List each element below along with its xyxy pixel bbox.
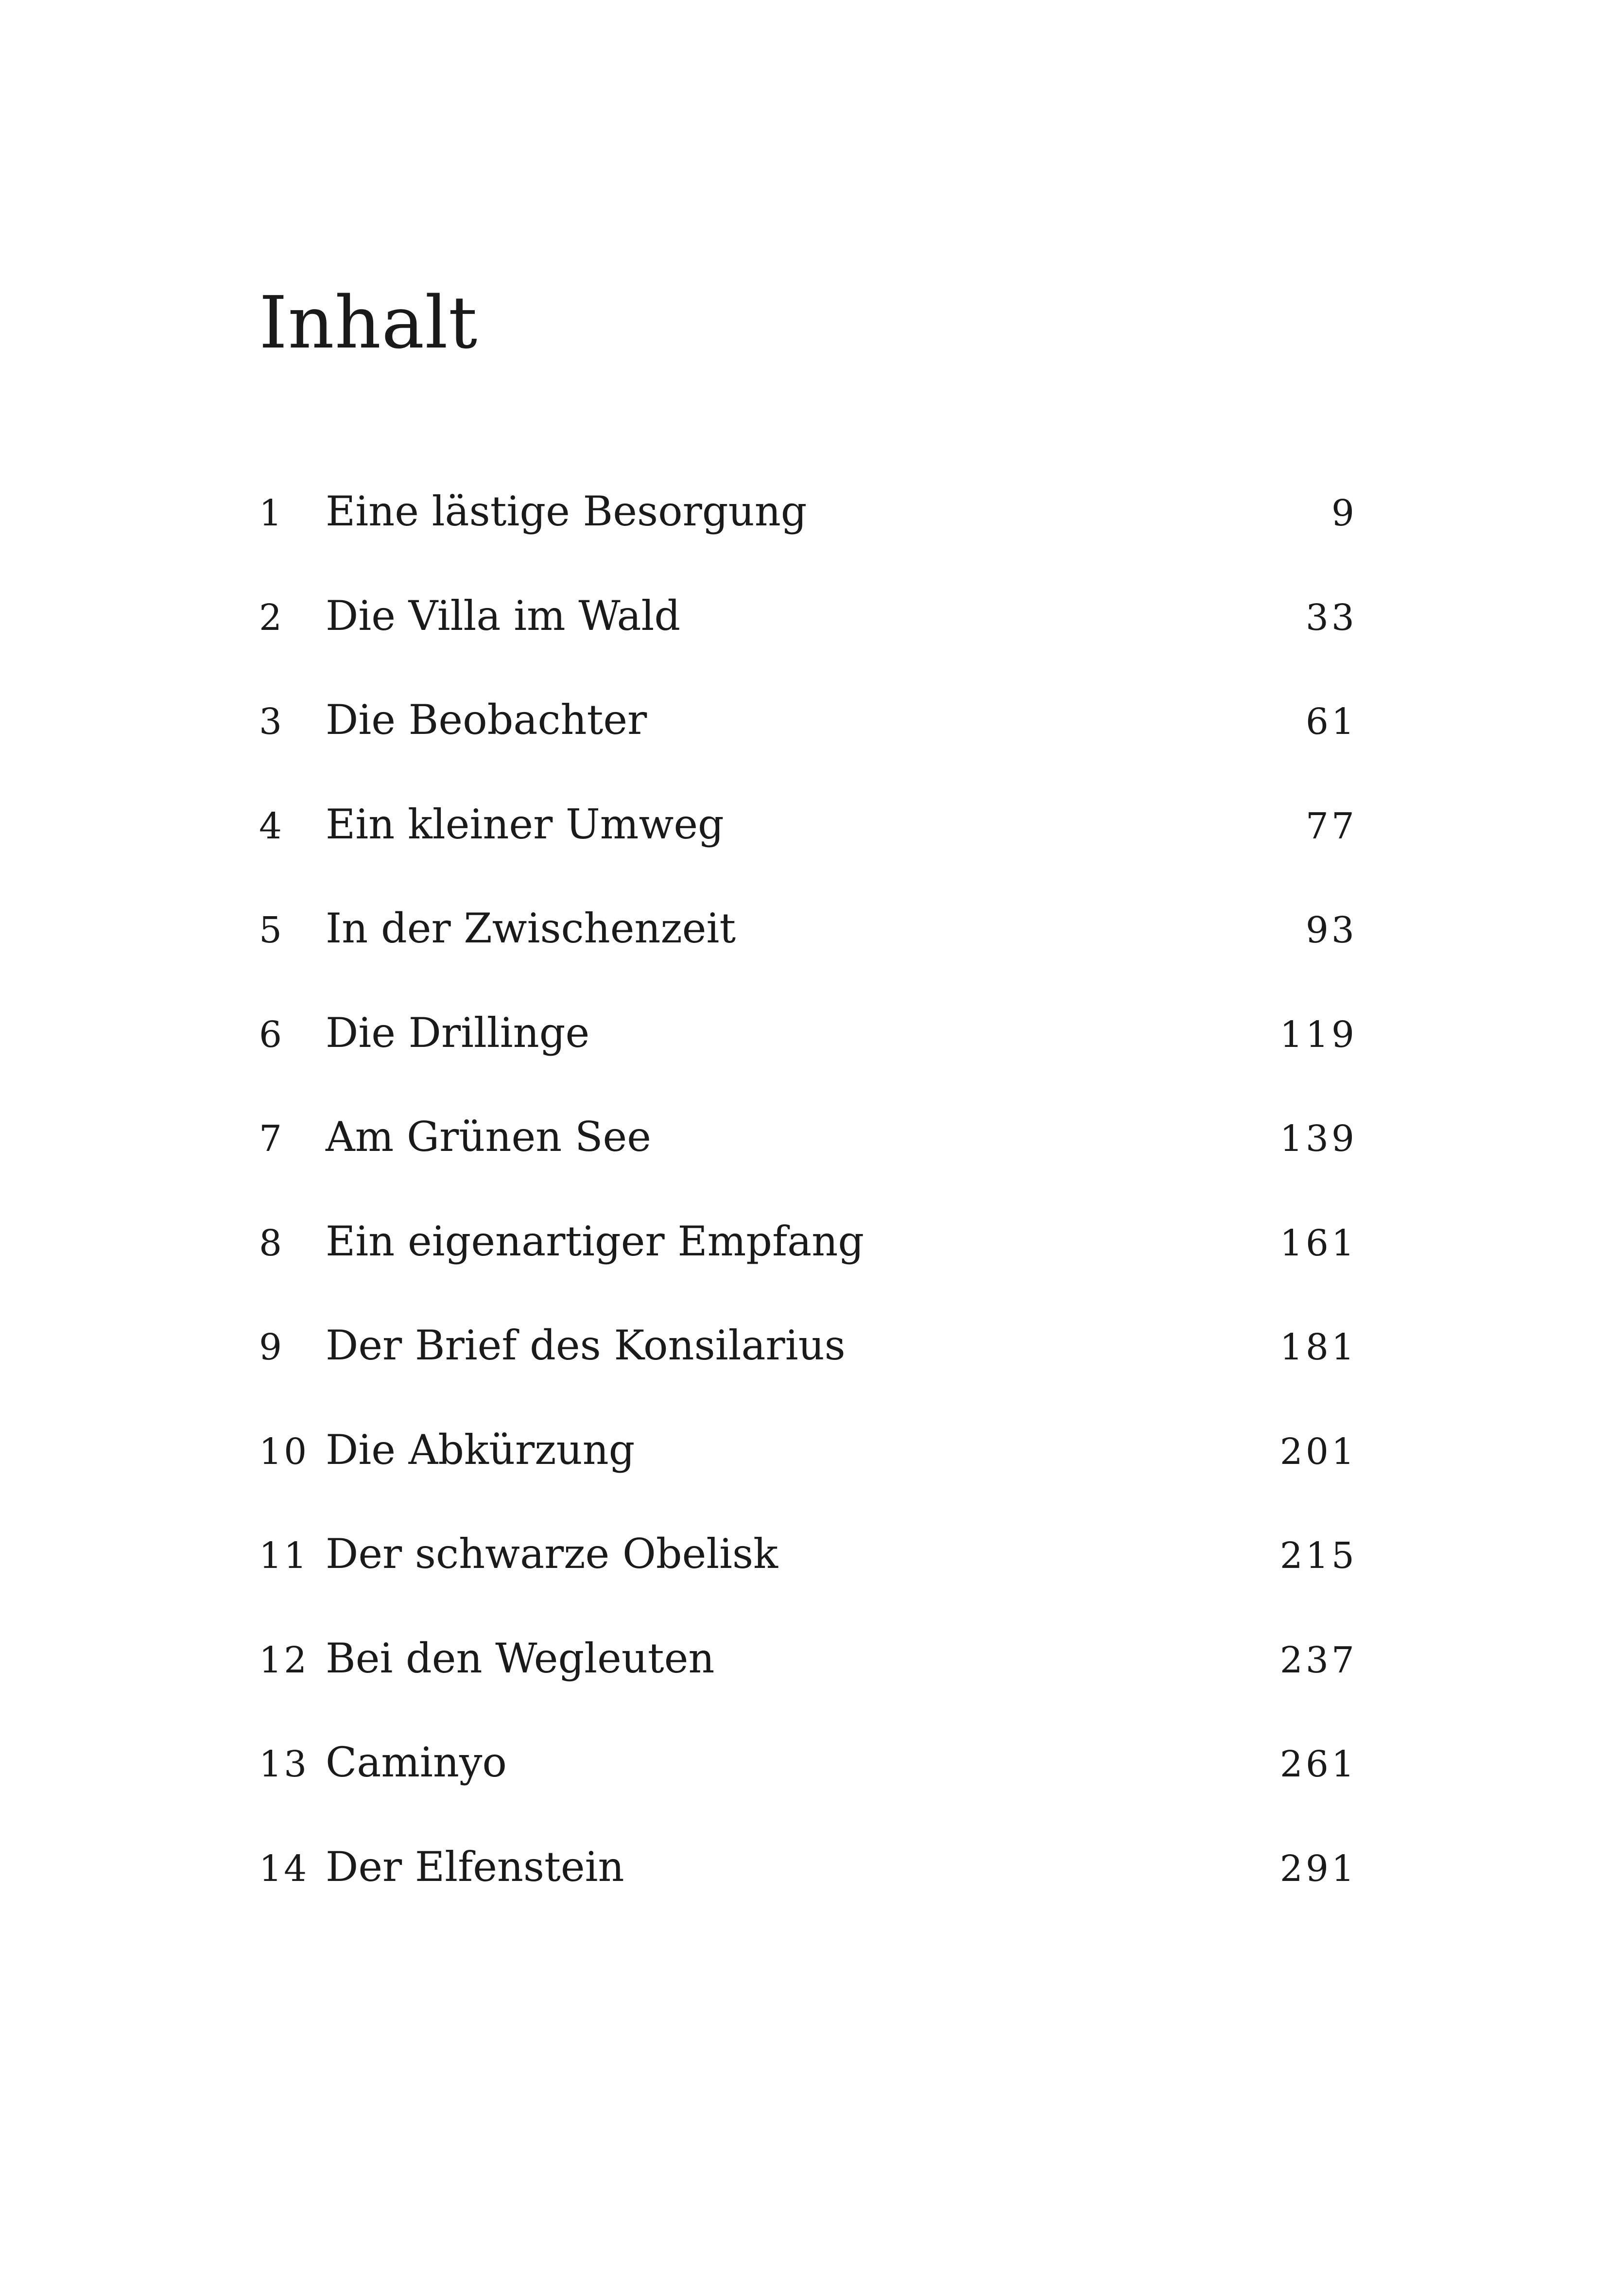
chapter-title: Der Brief des Konsilarius [326,1322,846,1369]
page-number: 61 [1305,701,1357,743]
chapter-title: Der Elfenstein [326,1843,624,1891]
chapter-title: Die Drillinge [326,1009,590,1057]
page-number: 215 [1279,1535,1357,1577]
chapter-number: 2 [259,596,284,639]
page-number: 261 [1279,1743,1357,1785]
page-number: 9 [1331,492,1357,534]
page-number: 93 [1305,909,1357,951]
page-number: 181 [1279,1326,1357,1368]
chapter-number: 1 [259,492,284,534]
chapter-title: Die Beobachter [326,696,647,744]
chapter-number: 9 [259,1326,284,1368]
chapter-title: In der Zwischenzeit [326,904,736,952]
chapter-number: 5 [259,909,284,951]
page-number: 119 [1279,1013,1357,1056]
chapter-number: 4 [259,805,284,847]
page-number: 201 [1279,1430,1357,1473]
toc-entry [259,1739,1357,1846]
page-number: 139 [1279,1118,1357,1160]
toc-entry [259,591,1357,700]
chapter-number: 12 [259,1639,309,1681]
toc-entry [259,904,1357,1012]
toc-entry [259,1426,1357,1534]
toc-entry [259,800,1357,908]
chapter-number: 7 [259,1118,284,1160]
page-title: Inhalt [259,281,478,365]
page-number: 291 [1279,1847,1357,1890]
page-number: 237 [1279,1639,1357,1681]
chapter-title: Caminyo [326,1739,507,1786]
toc-entry [259,1530,1357,1638]
chapter-title: Der schwarze Obelisk [326,1530,778,1578]
toc-entry [259,1634,1357,1742]
toc-entry [259,696,1357,804]
chapter-title: Eine lästige Besorgung [326,487,807,535]
chapter-number: 13 [259,1743,309,1785]
toc-entry [259,1322,1357,1429]
toc-entry [259,1009,1357,1117]
toc-entry [259,487,1357,595]
chapter-number: 14 [259,1847,309,1890]
toc-entry [259,1843,1357,1951]
chapter-number: 11 [259,1535,309,1577]
chapter-number: 8 [259,1222,284,1264]
chapter-title: Die Abkürzung [326,1426,635,1474]
page-number: 33 [1305,596,1357,639]
chapter-title: Bei den Wegleuten [326,1634,715,1682]
chapter-title: Ein kleiner Umweg [326,800,724,848]
toc-entry [259,1217,1357,1325]
toc-entry [259,1113,1357,1221]
chapter-number: 6 [259,1013,284,1056]
chapter-title: Die Villa im Wald [326,591,681,640]
page-number: 161 [1279,1222,1357,1264]
chapter-number: 3 [259,701,284,743]
chapter-title: Ein eigenartiger Empfang [326,1217,864,1265]
chapter-number: 10 [259,1430,309,1473]
page-number: 77 [1305,805,1357,847]
table-of-contents [259,487,1357,1950]
chapter-title: Am Grünen See [326,1113,651,1161]
